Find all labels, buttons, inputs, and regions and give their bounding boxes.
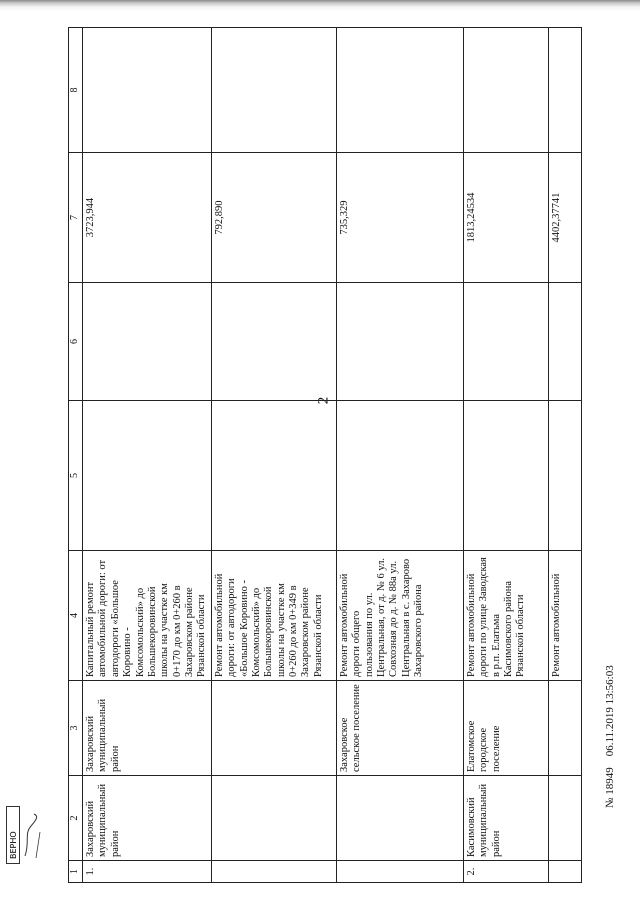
object-cell: Ремонт автомобильной дороги: от автодороги «Большое Коровино - Комсомольский» до Большекоровинской школы на участке км 0+260 до км 0+349 в Захаровском районе Рязанской области [211,551,336,681]
page-number: 2 [315,396,332,405]
district-cell [211,776,336,861]
district-cell: Касимовский муниципальный район [463,776,548,861]
row-number-cell [336,861,463,883]
table-row [211,28,336,883]
stamp-label: ВЕРНО [9,831,18,859]
verification-stamp [6,806,46,866]
registration-timestamp: 06.11.2019 13:56:03 [604,665,616,757]
district-cell [548,776,581,861]
header-cell: 4 [69,551,83,681]
municipality-cell: Захаровское сельское поселение [336,681,463,776]
row-number-cell [211,861,336,883]
amount-cell: 735,329 [336,153,463,283]
table-row [548,28,581,883]
header-cell: 7 [69,153,83,283]
registration-footer [604,665,616,808]
row-number-cell [548,861,581,883]
col6-cell [336,283,463,401]
signature-icon [22,812,44,862]
object-cell: Ремонт автомобильной [548,551,581,681]
col5-cell [548,401,581,551]
col8-cell [83,28,212,153]
col8-cell [463,28,548,153]
object-cell: Капитальный ремонт автомобильной дороги: от автодороги «Большое Коровино - Комсомольский» до Большекоровинской школы на участке км 0+170 до км 0+260 в Захаровском районе Рязанской области [83,551,212,681]
district-cell: Захаровский муниципальный район [83,776,212,861]
amount-cell: 1813,24534 [463,153,548,283]
object-cell: Ремонт автомобильной дороги общего пользования по ул. Центральная, от д. № 6 ул. Совхозная до д. № 88а ул. Центральная в с. Захарово Захаровского района [336,551,463,681]
header-cell: 6 [69,283,83,401]
col6-cell [463,283,548,401]
col8-cell [336,28,463,153]
table-row [336,28,463,883]
stamp-text-graphic [7,807,19,863]
stamp-badge [6,806,20,864]
amount-cell: 4402,37741 [548,153,581,283]
header-cell: 8 [69,28,83,153]
rotated-table-wrapper [68,28,562,883]
municipality-cell: Елатомское городское поселение [463,681,548,776]
table-row [83,28,212,883]
col5-cell [83,401,212,551]
col8-cell [548,28,581,153]
row-number-cell: 2. [463,861,548,883]
header-cell: 1 [69,861,83,883]
row-number-cell: 1. [83,861,212,883]
col6-cell [548,283,581,401]
municipality-cell [211,681,336,776]
header-cell: 3 [69,681,83,776]
municipality-cell [548,681,581,776]
col6-cell [211,283,336,401]
municipality-cell: Захаровский муниципальный район [83,681,212,776]
amount-cell: 3723,944 [83,153,212,283]
amount-cell: 792,890 [211,153,336,283]
col5-cell [463,401,548,551]
col8-cell [211,28,336,153]
header-row [69,28,83,883]
header-cell: 5 [69,401,83,551]
table-row [463,28,548,883]
registration-number: № 18949 [604,767,616,808]
col5-cell [336,401,463,551]
data-table [68,27,582,883]
district-cell [336,776,463,861]
header-cell: 2 [69,776,83,861]
col5-cell [211,401,336,551]
col6-cell [83,283,212,401]
object-cell: Ремонт автомобильной дороги по улице Заводская в р.п. Елатьма Касимовского района Рязанской области [463,551,548,681]
scan-edge [0,0,640,14]
